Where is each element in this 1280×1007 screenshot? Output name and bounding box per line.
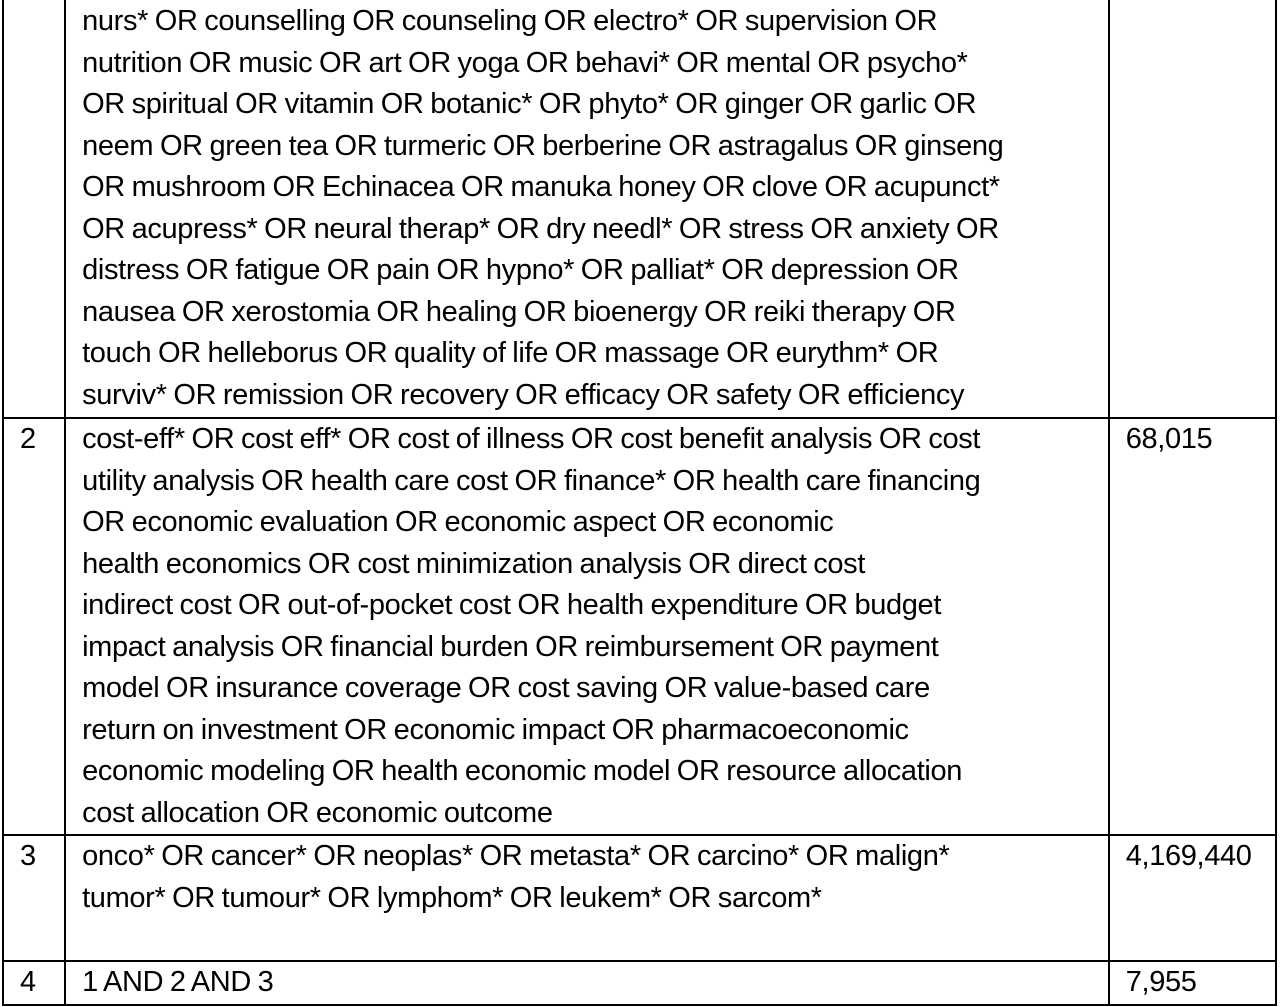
search-query-cell bbox=[65, 0, 1109, 418]
result-count-cell bbox=[1109, 0, 1276, 418]
query-line: surviv* OR remission OR recovery OR efficacy OR safety OR efficiency bbox=[82, 378, 965, 411]
query-line: tumor* OR tumour* OR lymphom* OR leukem* OR sarcom* bbox=[82, 881, 822, 914]
query-line: nurs* OR counselling OR counseling OR electro* OR supervision OR bbox=[82, 5, 938, 37]
query-line: indirect cost OR out-of-pocket cost OR health expenditure OR budget bbox=[82, 589, 942, 621]
query-line: utility analysis OR health care cost OR finance* OR health care financing bbox=[82, 464, 981, 497]
query-line: neem OR green tea OR turmeric OR berberine OR astragalus OR ginseng bbox=[82, 129, 1004, 162]
result-count-cell: 7,955 bbox=[1109, 961, 1276, 1005]
search-number-cell bbox=[3, 0, 65, 418]
query-line: nausea OR xerostomia OR healing OR bioenergy OR reiki therapy OR bbox=[82, 295, 956, 328]
query-line: nutrition OR music OR art OR yoga OR behavi* OR mental OR psycho* bbox=[82, 46, 968, 79]
search-strategy-table bbox=[2, 0, 1277, 1006]
query-line: cost-eff* OR cost eff* OR cost of illness OR cost benefit analysis OR cost bbox=[82, 423, 981, 455]
table-row bbox=[3, 961, 1276, 1005]
query-line: impact analysis OR financial burden OR reimbursement OR payment bbox=[82, 630, 939, 663]
query-line: return on investment OR economic impact OR pharmacoeconomic bbox=[82, 713, 909, 746]
search-number-cell: 3 bbox=[3, 835, 65, 961]
result-count-cell: 4,169,440 bbox=[1109, 835, 1276, 961]
table-row bbox=[3, 418, 1276, 835]
query-line: health economics OR cost minimization analysis OR direct cost bbox=[82, 547, 866, 580]
search-query-cell bbox=[65, 418, 1109, 835]
query-line: distress OR fatigue OR pain OR hypno* OR palliat* OR depression OR bbox=[82, 254, 959, 286]
table-row bbox=[3, 835, 1276, 961]
query-line: onco* OR cancer* OR neoplas* OR metasta* OR carcino* OR malign* bbox=[82, 840, 950, 872]
query-line: OR mushroom OR Echinacea OR manuka honey OR clove OR acupunct* bbox=[82, 171, 1000, 203]
result-count-cell: 68,015 bbox=[1109, 418, 1276, 835]
query-line: economic modeling OR health economic model OR resource allocation bbox=[82, 755, 963, 787]
search-query-cell bbox=[65, 961, 1109, 1005]
query-line: OR economic evaluation OR economic aspect OR economic bbox=[82, 506, 834, 538]
query-line: OR acupress* OR neural therap* OR dry needl* OR stress OR anxiety OR bbox=[82, 212, 999, 245]
query-line: touch OR helleborus OR quality of life OR massage OR eurythm* OR bbox=[82, 337, 939, 369]
search-number-cell: 4 bbox=[3, 961, 65, 1005]
query-line: model OR insurance coverage OR cost saving OR value-based care bbox=[82, 672, 930, 704]
search-query-cell bbox=[65, 835, 1109, 961]
search-number-cell: 2 bbox=[3, 418, 65, 835]
query-line: 1 AND 2 AND 3 bbox=[82, 966, 274, 998]
table-row bbox=[3, 0, 1276, 418]
query-line: OR spiritual OR vitamin OR botanic* OR phyto* OR ginger OR garlic OR bbox=[82, 88, 977, 120]
query-line: cost allocation OR economic outcome bbox=[82, 796, 553, 829]
